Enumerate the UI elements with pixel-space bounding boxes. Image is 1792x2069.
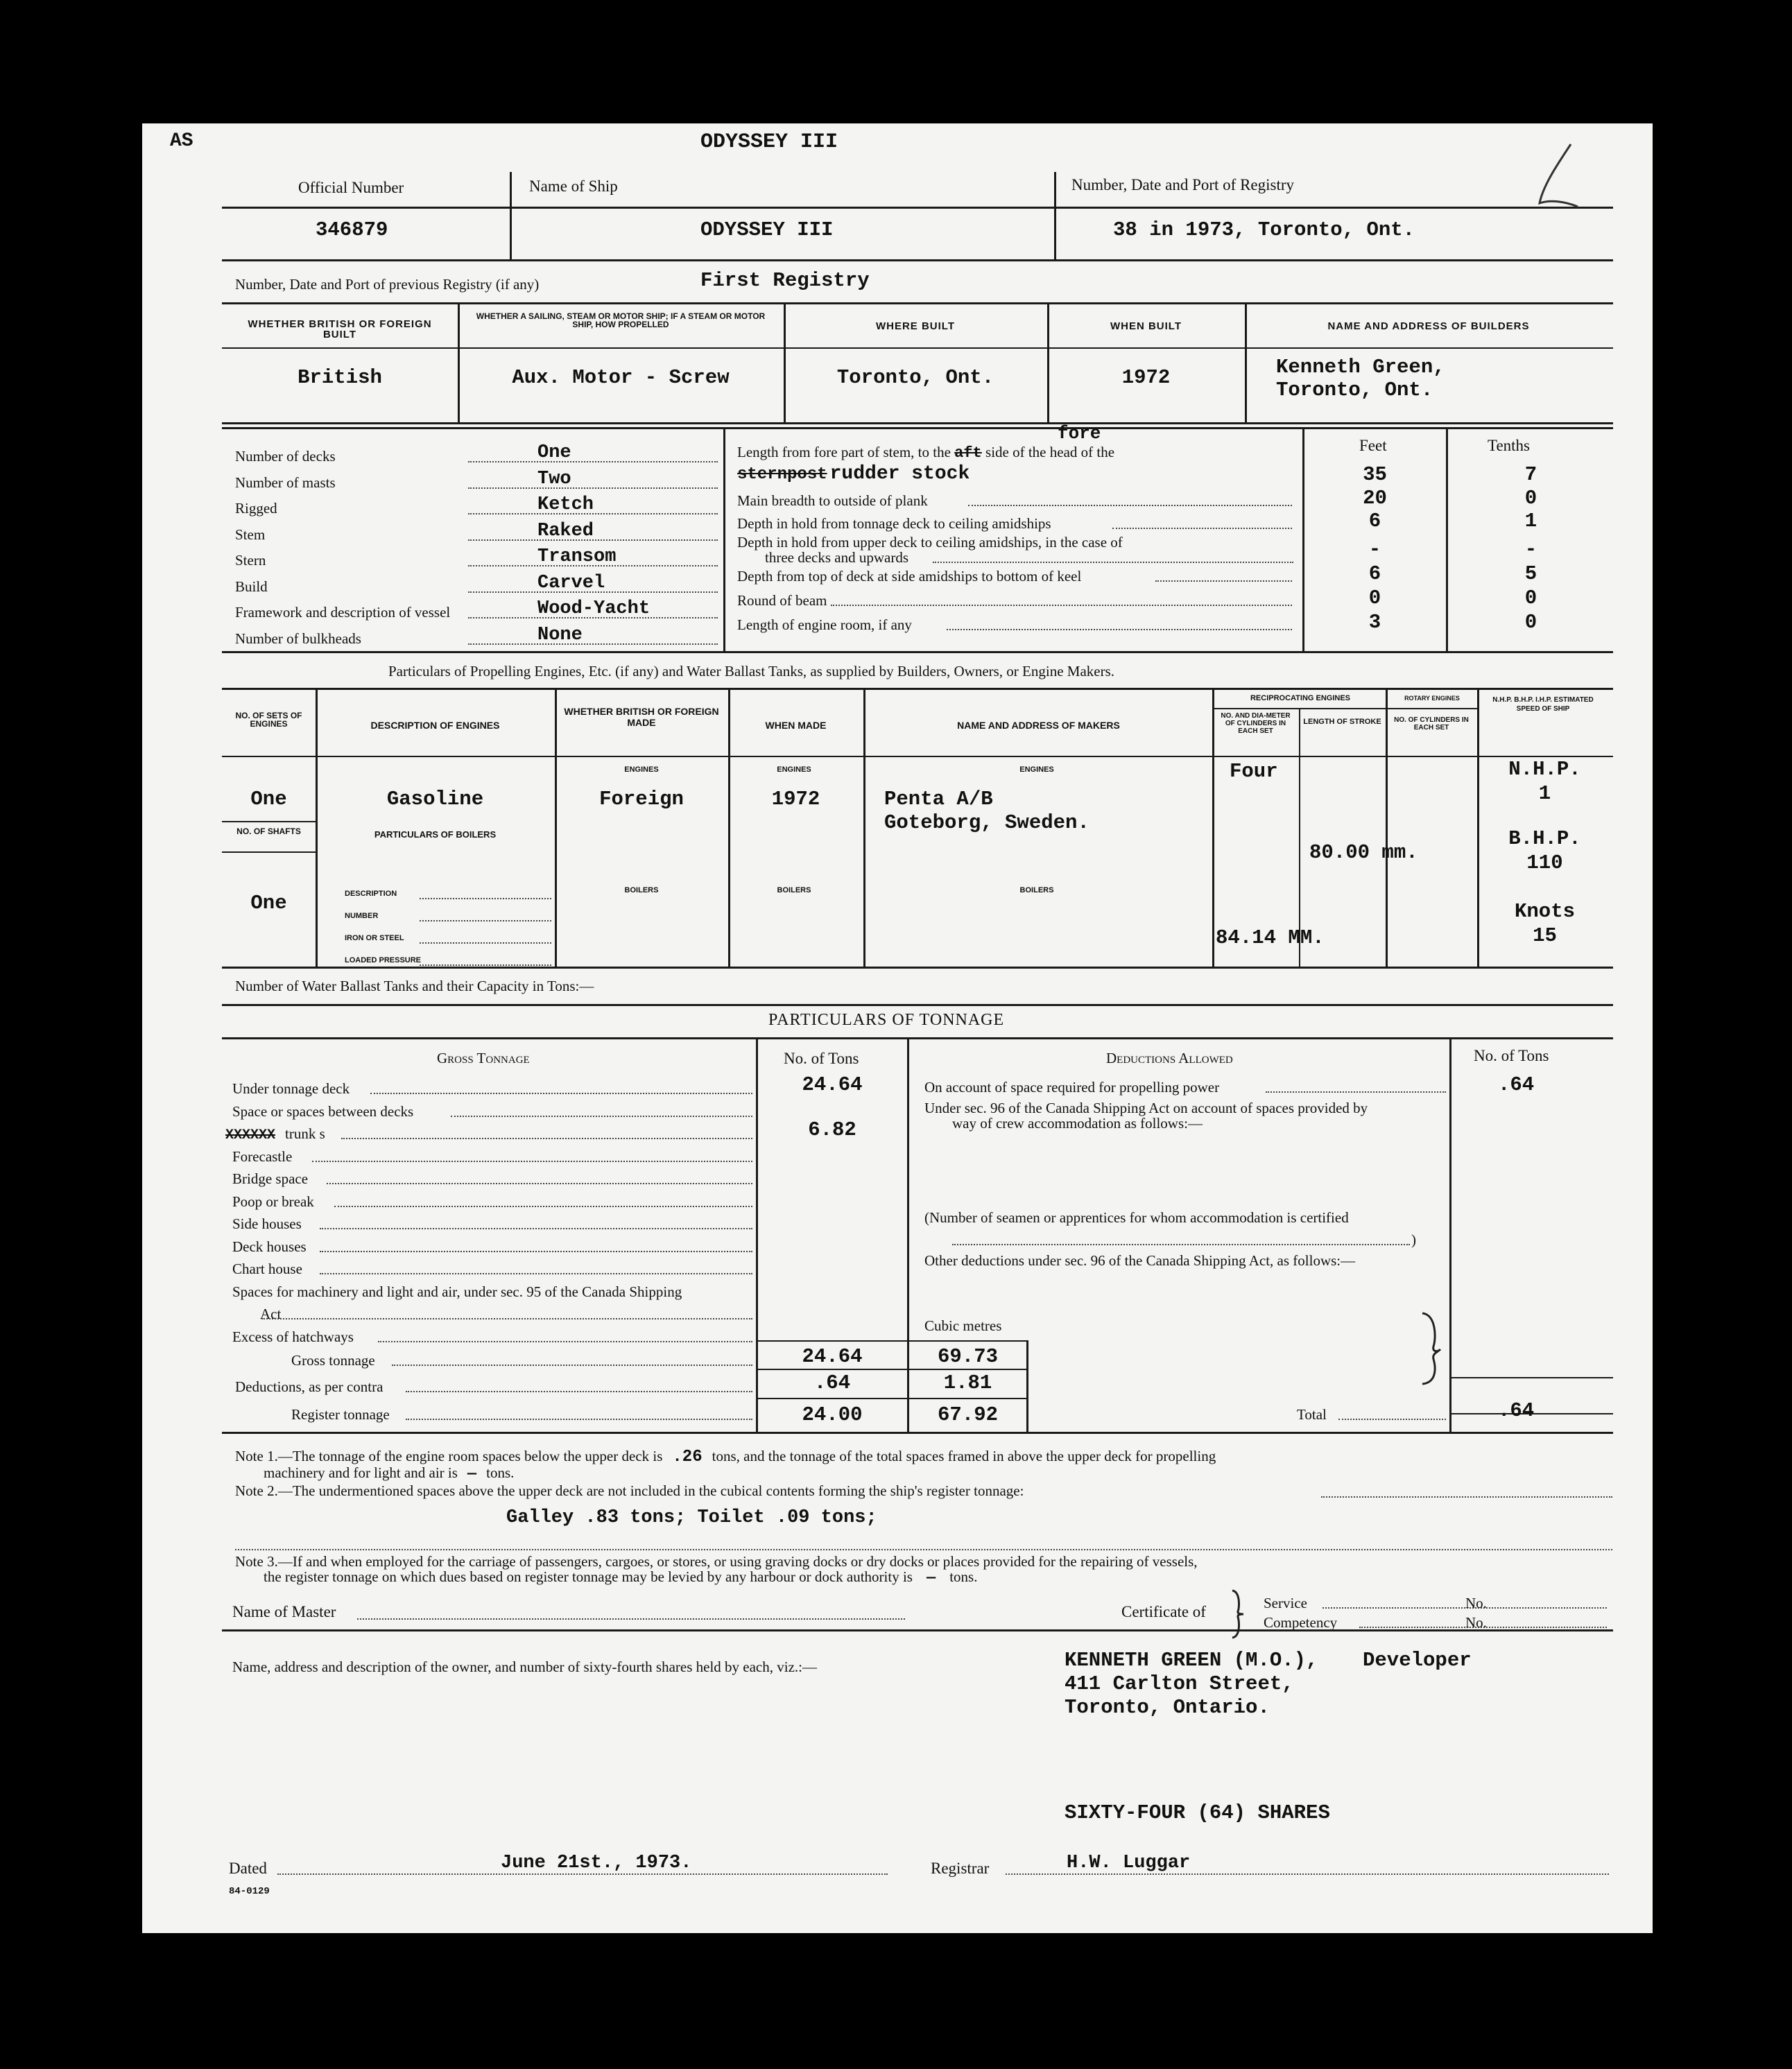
competency-label: Competency (1264, 1614, 1338, 1631)
deductions-tons: .64 (813, 1371, 851, 1394)
master-label: Name of Master (232, 1603, 336, 1620)
sub-boilers-when: BOILERS (777, 886, 811, 894)
rule (1026, 1340, 1028, 1432)
header-makers: NAME AND ADDRESS OF MAKERS (957, 720, 1120, 731)
nhp-value: 1 (1538, 782, 1551, 805)
deductions-header: Deductions Allowed (1106, 1050, 1233, 1066)
rule (222, 422, 1613, 424)
leader (831, 605, 1292, 606)
sec96-line1: Under sec. 96 of the Canada Shipping Act on account of spaces provided by (924, 1100, 1368, 1116)
rule (1047, 302, 1049, 422)
leader (370, 1093, 752, 1094)
note1-text-c: machinery and for light and air is (264, 1464, 458, 1481)
leader (468, 461, 718, 462)
tons-header-right: No. of Tons (1474, 1047, 1549, 1064)
dimension-label: Length of engine room, if any (737, 616, 912, 633)
header-propulsion: WHETHER A SAILING, STEAM OR MOTOR SHIP; IF A STEAM OR MOTOR SHIP, HOW PROPELLED (476, 311, 766, 329)
feet-value: 6 (1368, 562, 1381, 585)
feet-value: 0 (1368, 587, 1381, 609)
note3-line1: Note 3.—If and when employed for the carriage of passengers, cargoes, or stores, or using graving docks or dry docks or places provided for the repairing of vessels, (235, 1553, 1198, 1570)
particular-label: Number of decks (235, 448, 336, 465)
header-stroke: LENGTH OF STROKE (1303, 718, 1381, 726)
rule (756, 1340, 1026, 1342)
header-made: WHETHER BRITISH OR FOREIGN MADE (564, 706, 719, 728)
header-rotary-cyl: NO. OF CYLINDERS IN EACH SET (1394, 716, 1469, 731)
note3-text-b: the register tonnage on which dues based on register tonnage may be levied by any harbour or dock authority is (264, 1568, 913, 1585)
rule (723, 427, 725, 651)
leader (378, 1341, 753, 1342)
sec96-line2: way of crew accommodation as follows:— (952, 1115, 1203, 1132)
leader (968, 505, 1292, 506)
sub-boilers-makers: BOILERS (1019, 886, 1054, 894)
length-struck2: sternpost (737, 465, 827, 484)
rule (222, 427, 1613, 429)
leader (277, 1873, 888, 1875)
rule (222, 259, 1613, 261)
sub-engines: ENGINES (777, 765, 811, 774)
header-where-built: WHERE BUILT (875, 320, 956, 332)
rule (222, 207, 1613, 209)
particular-label: Stern (235, 552, 266, 569)
register-tonnage-label: Register tonnage (291, 1406, 390, 1423)
tenths-value: - (1524, 538, 1537, 561)
note1-text-d: tons. (486, 1464, 515, 1481)
header-when-built: WHEN BUILT (1110, 320, 1182, 332)
tonnage-row-value: 24.64 (802, 1073, 863, 1096)
boiler-field-label: LOADED PRESSURE (345, 956, 422, 964)
rule (555, 688, 557, 967)
rule (1477, 688, 1479, 967)
corner-mark: AS (170, 130, 193, 152)
ballast-label: Number of Water Ballast Tanks and their Capacity in Tons:— (235, 978, 594, 994)
rule (1302, 427, 1304, 651)
leader (392, 1365, 752, 1366)
tenths-value: 1 (1524, 510, 1537, 533)
rule (222, 1432, 1613, 1434)
tenths-value: 0 (1524, 487, 1537, 510)
tonnage-row-label: Under tonnage deck (232, 1080, 350, 1097)
particular-value: Wood-Yacht (537, 598, 651, 619)
header-hp: N.H.P. B.H.P. I.H.P. ESTIMATED SPEED OF SHIP (1492, 696, 1594, 713)
bhp-label: B.H.P. (1508, 827, 1581, 850)
ship-name: ODYSSEY III (700, 218, 834, 241)
particular-value: Transom (537, 546, 617, 567)
header-cylinders: NO. AND DIA-METER OF CYLINDERS IN EACH SET (1221, 712, 1291, 735)
dimension-label: Depth from top of deck at side amidships to bottom of keel (737, 568, 1082, 585)
registry-value: 38 in 1973, Toronto, Ont. (1113, 218, 1415, 241)
particular-label: Number of bulkheads (235, 630, 361, 647)
engines-title: Particulars of Propelling Engines, Etc. (if any) and Water Ballast Tanks, as supplied by Builders, Owners, or Engine Makers. (388, 663, 1115, 679)
rule (222, 688, 1613, 690)
registry-document (142, 123, 1653, 1933)
header-when-made: WHEN MADE (765, 720, 827, 731)
diameter-value: 84.14 MM. (1216, 926, 1325, 949)
maker-line1: Penta A/B (884, 788, 993, 811)
tonnage-row-label (225, 1125, 325, 1143)
particular-label: Number of masts (235, 474, 336, 491)
owner-occupation: Developer (1363, 1649, 1472, 1672)
rule (756, 1398, 1026, 1399)
ship-name-label: Name of Ship (529, 178, 618, 195)
rule (1212, 688, 1214, 967)
registrar-value: H.W. Luggar (1067, 1853, 1191, 1873)
deductions-cubic: 1.81 (943, 1371, 992, 1394)
boiler-field-label: NUMBER (345, 912, 379, 920)
leader (451, 1116, 753, 1117)
rule (863, 688, 865, 967)
header-british: WHETHER BRITISH OR FOREIGN BUILT (248, 318, 432, 340)
rule (1386, 688, 1388, 967)
rule (222, 651, 1613, 653)
gross-tonnage-header: Gross Tonnage (437, 1050, 530, 1066)
note1-text-a: Note 1.—The tonnage of the engine room spaces below the upper deck is (235, 1448, 663, 1464)
leader (261, 1318, 753, 1319)
rule (222, 1629, 1613, 1631)
tenths-value: 7 (1524, 463, 1537, 486)
leader (468, 487, 718, 489)
british-value: British (298, 366, 382, 389)
leader (1006, 1873, 1609, 1875)
feet-label: Feet (1359, 437, 1387, 454)
where-built-value: Toronto, Ont. (836, 366, 994, 389)
note1-value: .26 (672, 1448, 703, 1466)
leader (420, 920, 551, 921)
leader (320, 1273, 753, 1274)
note1-line1 (235, 1448, 1216, 1466)
official-number: 346879 (316, 218, 388, 241)
feet-value: 6 (1368, 510, 1381, 533)
leader (420, 942, 551, 944)
dimension-label: Depth in hold from tonnage deck to ceiling amidships (737, 515, 1051, 532)
cylinders-value: Four (1230, 760, 1278, 783)
leader (1338, 1419, 1446, 1420)
rule (1245, 302, 1247, 422)
service-no: No. (1465, 1595, 1487, 1611)
header-recip: RECIPROCATING ENGINES (1250, 694, 1351, 702)
length-line1 (737, 444, 1114, 462)
note3-value: — (926, 1569, 936, 1586)
seamen-note: (Number of seamen or apprentices for whom accommodation is certified (924, 1209, 1349, 1226)
note2: Note 2.—The undermentioned spaces above the upper deck are not included in the cubical contents forming the ship's register tonnage: (235, 1482, 1024, 1499)
length-rudder: rudder stock (829, 463, 970, 485)
propulsion-value: Aux. Motor - Screw (512, 366, 730, 389)
nhp-label: N.H.P. (1508, 758, 1581, 781)
stroke-value: 80.00 mm. (1309, 841, 1418, 864)
register-cubic: 67.92 (937, 1403, 998, 1426)
pencil-mark-icon (1522, 137, 1592, 220)
leader (341, 1138, 752, 1139)
dated-value: June 21st., 1973. (501, 1853, 692, 1873)
note1-text-b: tons, and the tonnage of the total spaces framed in above the upper deck for propelling (712, 1448, 1216, 1464)
leader (1321, 1496, 1612, 1498)
leader (468, 643, 718, 645)
seamen-close: ) (1411, 1231, 1416, 1248)
leader (320, 1228, 753, 1229)
header-builders: NAME AND ADDRESS OF BUILDERS (1327, 320, 1530, 332)
tonnage-row-label: Forecastle (232, 1148, 293, 1165)
fore-insert: fore (1058, 423, 1101, 444)
owner-line2: 411 Carlton Street, (1065, 1672, 1294, 1695)
shafts-value: One (250, 892, 287, 915)
builder-line2: Toronto, Ont. (1276, 379, 1433, 401)
leader (1155, 580, 1292, 582)
tonnage-row-label: Act (260, 1306, 282, 1322)
registrar-label: Registrar (931, 1860, 990, 1877)
rule (728, 688, 730, 967)
engine-made: Foreign (599, 788, 684, 811)
brace-icon (1230, 1588, 1246, 1641)
header-boilers: PARTICULARS OF BOILERS (374, 829, 497, 840)
rule (784, 302, 786, 422)
propelling-label: On account of space required for propelling power (924, 1079, 1220, 1096)
rule (1449, 1377, 1613, 1378)
rule (1054, 172, 1056, 259)
boiler-field-label: IRON OR STEEL (345, 934, 404, 942)
builder-line1: Kenneth Green, (1276, 356, 1445, 379)
owner-label: Name, address and description of the owner, and number of sixty-fourth shares held by each, viz.:— (232, 1659, 817, 1675)
length-line2 (737, 463, 970, 485)
tons-header-left: No. of Tons (784, 1050, 859, 1067)
tonnage-row-label: Poop or break (232, 1193, 314, 1210)
rule (222, 967, 1613, 969)
tonnage-row-text: trunk s (285, 1125, 325, 1142)
leader (1266, 1091, 1446, 1093)
leader (406, 1419, 752, 1420)
tonnage-row-label: Bridge space (232, 1170, 309, 1187)
leader (420, 964, 551, 966)
sub-engines-makers: ENGINES (1019, 765, 1054, 774)
form-number: 84-0129 (229, 1886, 270, 1897)
feet-value: 35 (1363, 463, 1387, 486)
leader (947, 629, 1292, 630)
particular-value: Ketch (537, 494, 594, 515)
knots-label: Knots (1514, 900, 1575, 923)
rule (756, 1369, 1026, 1370)
bhp-value: 110 (1526, 851, 1563, 874)
rule (316, 688, 318, 967)
tonnage-row-label: Spaces for machinery and light and air, under sec. 95 of the Canada Shipping (232, 1283, 682, 1300)
leader (406, 1391, 752, 1392)
engine-desc: Gasoline (386, 788, 484, 811)
propelling-value: .64 (1498, 1073, 1535, 1096)
note1-line2 (264, 1464, 514, 1482)
particular-value: Two (537, 468, 571, 490)
header-desc: DESCRIPTION OF ENGINES (370, 720, 500, 731)
other-deductions: Other deductions under sec. 96 of the Canada Shipping Act, as follows:— (924, 1252, 1356, 1269)
note3-line2 (264, 1568, 977, 1586)
tonnage-row-label: Chart house (232, 1261, 302, 1277)
rule (222, 347, 1613, 349)
leader (320, 1251, 753, 1252)
leader (420, 898, 551, 899)
deductions-label: Deductions, as per contra (235, 1378, 384, 1395)
gross-tons: 24.64 (802, 1345, 863, 1368)
knots-value: 15 (1533, 924, 1557, 947)
bracket-icon (1417, 1310, 1445, 1387)
leader (312, 1161, 752, 1162)
engine-sets: One (250, 788, 287, 811)
header-shafts: NO. OF SHAFTS (236, 826, 301, 836)
register-tons: 24.00 (802, 1403, 863, 1426)
rule (907, 1037, 909, 1432)
feet-value: 3 (1368, 611, 1381, 634)
cubic-label: Cubic metres (924, 1317, 1002, 1334)
rule (222, 821, 316, 822)
leader (327, 1183, 752, 1184)
length-text-b: side of the head of the (985, 444, 1115, 460)
particular-value: Carvel (537, 572, 605, 594)
gross-tonnage-label: Gross tonnage (291, 1352, 375, 1369)
official-number-label: Official Number (298, 179, 404, 196)
tenths-label: Tenths (1488, 437, 1530, 454)
particular-label: Rigged (235, 500, 277, 517)
previous-registry-value: First Registry (700, 269, 870, 292)
leader (1323, 1607, 1607, 1609)
header-rotary: ROTARY ENGINES (1404, 695, 1460, 702)
tonnage-row-value: 6.82 (808, 1118, 856, 1141)
rule (1212, 708, 1477, 709)
rule (756, 1037, 758, 1432)
rule (510, 172, 512, 259)
tenths-value: 0 (1524, 587, 1537, 609)
particular-label: Build (235, 578, 268, 595)
total-value: .64 (1498, 1399, 1535, 1422)
when-built-value: 1972 (1121, 366, 1171, 389)
rule (222, 756, 1613, 757)
dated-label: Dated (229, 1860, 267, 1877)
dimension-label-2: three decks and upwards (765, 549, 909, 566)
tonnage-title: PARTICULARS OF TONNAGE (768, 1011, 1005, 1029)
leader (1112, 528, 1292, 529)
tenths-value: 5 (1524, 562, 1537, 585)
leader (933, 562, 1293, 563)
owner-line1: KENNETH GREEN (M.O.), (1065, 1649, 1318, 1672)
leader (235, 1549, 1612, 1550)
tonnage-row-label: Space or spaces between decks (232, 1102, 414, 1120)
note1-value2: — (467, 1465, 477, 1482)
length-text-a: Length from fore part of stem, to the (737, 444, 951, 460)
particular-value: One (537, 442, 571, 463)
sub-engines-made: ENGINES (624, 765, 659, 774)
note3-text-c: tons. (949, 1568, 978, 1585)
tenths-value: 0 (1524, 611, 1537, 634)
rule (1446, 427, 1448, 651)
service-label: Service (1264, 1595, 1307, 1611)
certificate-label: Certificate of (1121, 1603, 1206, 1620)
length-struck: aft (954, 444, 982, 462)
header-sets: NO. OF SETS OF ENGINES (235, 711, 302, 729)
rule (222, 1037, 1613, 1039)
rule (222, 851, 316, 853)
rule (222, 1004, 1613, 1006)
owner-shares: SIXTY-FOUR (64) SHARES (1065, 1801, 1330, 1824)
rule (458, 302, 460, 422)
leader (334, 1206, 753, 1207)
engine-when: 1972 (771, 788, 820, 811)
note2-value: Galley .83 tons; Toilet .09 tons; (506, 1507, 877, 1528)
particular-value: Raked (537, 520, 594, 542)
tonnage-row-label: Excess of hatchways (232, 1328, 354, 1345)
leader (952, 1244, 1410, 1245)
rule (222, 302, 1613, 304)
total-label: Total (1297, 1406, 1327, 1423)
particular-label: Stem (235, 526, 266, 543)
dimension-label: Main breadth to outside of plank (737, 492, 928, 509)
feet-value: - (1368, 538, 1381, 561)
gross-cubic: 69.73 (937, 1345, 998, 1368)
rule (1449, 1037, 1451, 1432)
owner-line3: Toronto, Ontario. (1065, 1696, 1270, 1719)
dimension-label: Round of beam (737, 592, 827, 609)
leader (357, 1618, 905, 1620)
registry-label: Number, Date and Port of Registry (1071, 176, 1295, 193)
particular-value: None (537, 624, 583, 646)
struck-label: XXXXXX (225, 1127, 276, 1143)
previous-registry-label: Number, Date and Port of previous Registry (if any) (235, 276, 540, 293)
tonnage-row-label: Side houses (232, 1215, 302, 1232)
top-title: ODYSSEY III (700, 130, 838, 154)
feet-value: 20 (1363, 487, 1387, 510)
competency-no: No. (1465, 1614, 1487, 1631)
boiler-field-label: DESCRIPTION (345, 890, 397, 898)
sub-boilers-made: BOILERS (624, 886, 659, 894)
particular-label: Framework and description of vessel (235, 604, 451, 621)
dimension-label: Depth in hold from upper deck to ceiling amidships, in the case of (737, 534, 1123, 551)
tonnage-row-label: Deck houses (232, 1238, 307, 1255)
maker-line2: Goteborg, Sweden. (884, 811, 1089, 834)
